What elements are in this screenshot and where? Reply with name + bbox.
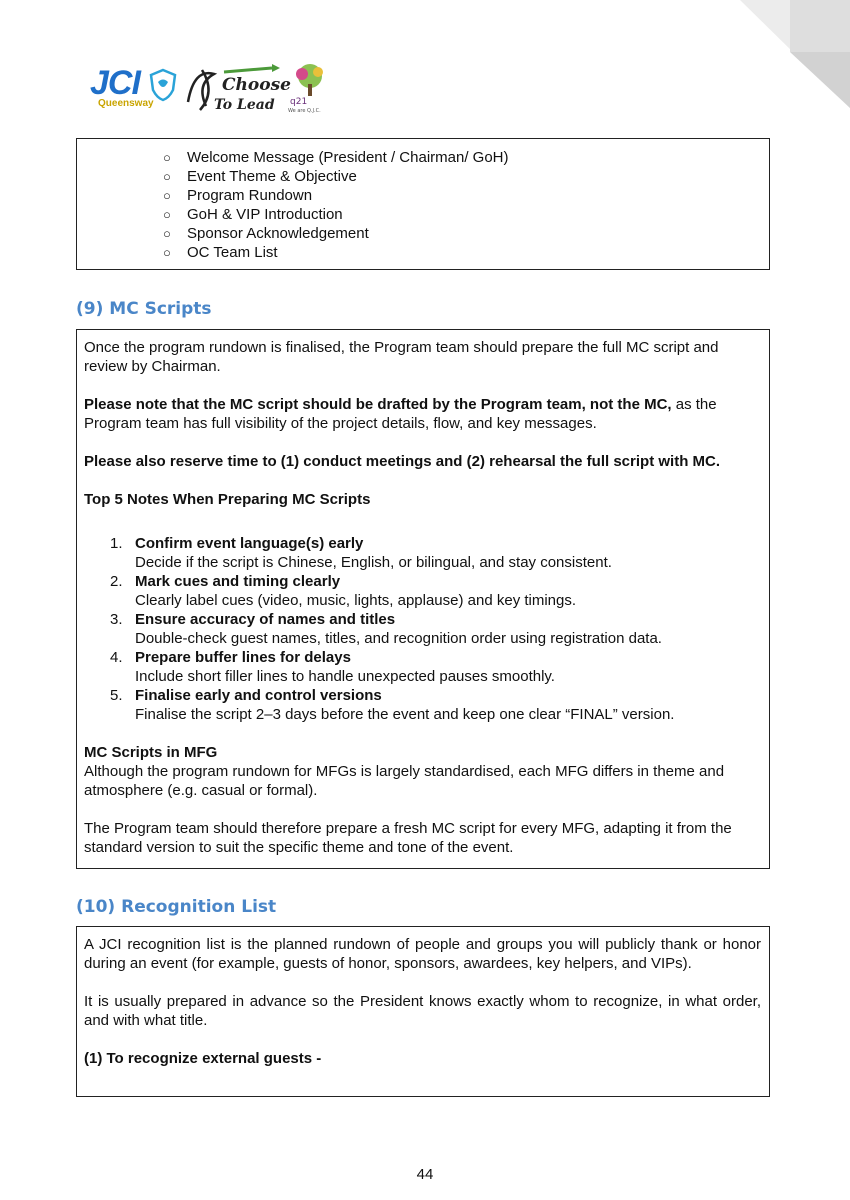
bold-text: Please note that the MC script should be drafted by the Program team, not the MC,	[84, 396, 672, 413]
note-description: Clearly label cues (video, music, lights, applause) and key timings.	[135, 592, 577, 609]
page-number: 44	[416, 1166, 434, 1183]
paragraph: Although the program rundown for MFGs is largely standardised, each MFG differs in theme and atmosphere (e.g. casual or formal).	[84, 763, 725, 799]
list-number: 2.	[110, 573, 123, 590]
paragraph: It is usually prepared in advance so the President knows exactly whom to recognize, in what order, and with what title.	[84, 993, 761, 1029]
paragraph: Once the program rundown is finalised, the Program team should prepare the full MC script and review by Chairman.	[84, 339, 719, 375]
tree-logo	[288, 62, 332, 114]
note-description: Include short filler lines to handle unexpected pauses smoothly.	[135, 668, 555, 685]
bold-paragraph: (1) To recognize external guests -	[84, 1050, 322, 1067]
paragraph-text: as the Program team has full visibility of the project details, flow, and key messages.	[84, 396, 717, 432]
list-item	[84, 648, 761, 686]
choose-to-lead-logo	[184, 62, 291, 114]
note-title: Confirm event language(s) early	[135, 535, 364, 552]
notes-list	[84, 534, 761, 724]
we-are-text: We are Q.J.C.	[288, 108, 321, 114]
note-description: Finalise the script 2–3 days before the event and keep one clear “FINAL” version.	[135, 706, 675, 723]
list-item	[84, 572, 761, 610]
list-number: 4.	[110, 649, 123, 666]
list-item: ○ Welcome Message (President / Chairman/ GoH)	[163, 148, 769, 167]
jci-logo-subtitle: Queensway	[98, 98, 154, 109]
note-title: Finalise early and control versions	[135, 687, 382, 704]
list-number: 1.	[110, 535, 123, 552]
paragraph	[84, 395, 761, 433]
list-item: ○ GoH & VIP Introduction	[163, 205, 769, 224]
list-number: 5.	[110, 687, 123, 704]
list-item	[84, 686, 761, 724]
note-title: Prepare buffer lines for delays	[135, 649, 351, 666]
list-item	[84, 610, 761, 648]
to-lead-text: To Lead	[214, 97, 275, 113]
list-item: ○ OC Team List	[163, 243, 769, 262]
paragraph: A JCI recognition list is the planned rundown of people and groups you will publicly thank or honor during an event (for example, guests of honor, sponsors, awardees, key helpers, and VIPs).	[84, 936, 761, 972]
agenda-list-box	[76, 138, 770, 270]
list-item	[84, 534, 761, 572]
list-item: ○ Sponsor Acknowledgement	[163, 224, 769, 243]
list-item: ○ Event Theme & Objective	[163, 167, 769, 186]
section-heading-mc-scripts: (9) MC Scripts	[76, 299, 212, 319]
mc-scripts-box	[76, 329, 770, 869]
header-logos	[90, 62, 340, 114]
notes-title: Top 5 Notes When Preparing MC Scripts	[84, 491, 371, 508]
paragraph: The Program team should therefore prepare a fresh MC script for every MFG, adapting it from the standard version to suit the specific theme and tone of the event.	[84, 820, 732, 856]
page-corner-decoration	[740, 0, 850, 110]
svg-text:q21: q21	[290, 97, 308, 107]
mfg-title: MC Scripts in MFG	[84, 744, 218, 761]
list-item: ○ Program Rundown	[163, 186, 769, 205]
note-description: Double-check guest names, titles, and recognition order using registration data.	[135, 630, 662, 647]
note-title: Mark cues and timing clearly	[135, 573, 341, 590]
choose-text: Choose	[222, 75, 291, 95]
note-description: Decide if the script is Chinese, English, or bilingual, and stay consistent.	[135, 554, 612, 571]
bold-paragraph: Please also reserve time to (1) conduct meetings and (2) rehearsal the full script with MC.	[84, 453, 721, 470]
list-number: 3.	[110, 611, 123, 628]
recognition-list-box	[76, 926, 770, 1097]
jci-logo: JCI	[90, 64, 140, 102]
shield-icon	[148, 68, 178, 102]
section-heading-recognition-list: (10) Recognition List	[76, 897, 277, 917]
note-title: Ensure accuracy of names and titles	[135, 611, 396, 628]
